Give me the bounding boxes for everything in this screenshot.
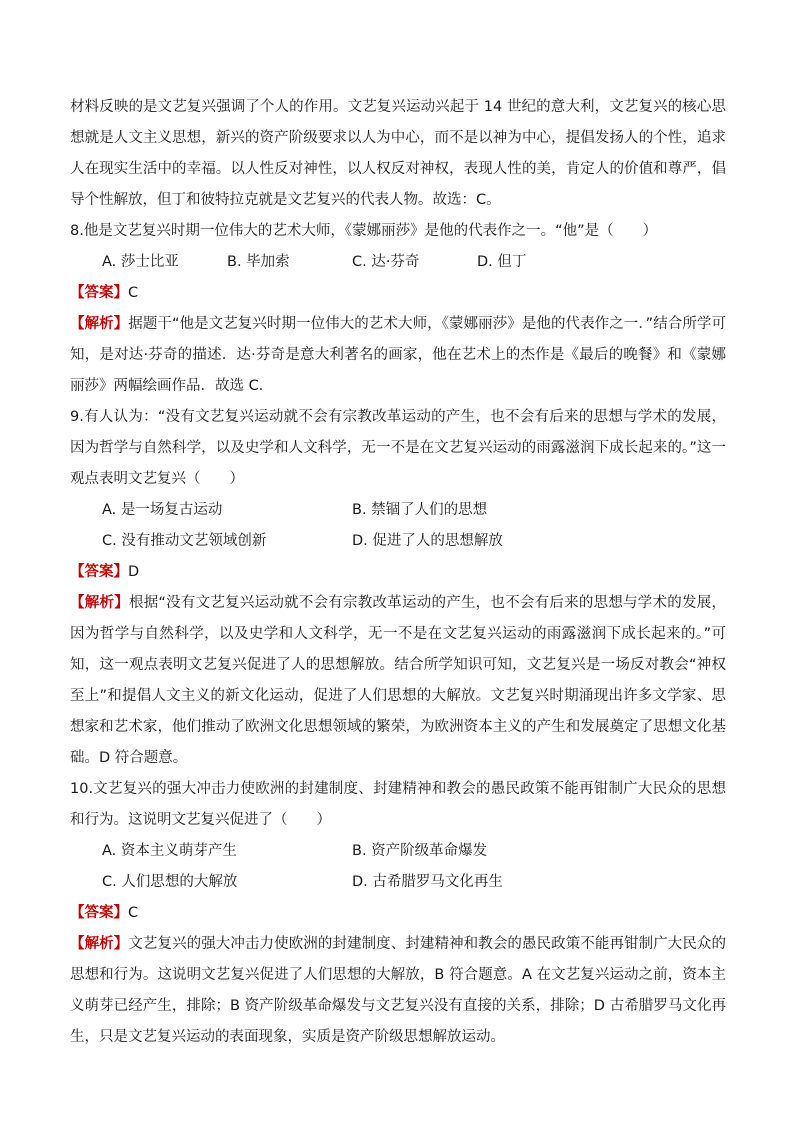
answer-value: D xyxy=(128,564,140,580)
option-c: C. 达·芬奇 xyxy=(352,254,420,270)
question-stem: 10.文艺复兴的强大冲击力使欧洲的封建制度、封建精神和教会的愚民政策不能再钳制广大民众的思想和行为。这说明文艺复兴促进了（ ） xyxy=(70,781,726,828)
option-b: B. 资产阶级革命爆发 xyxy=(352,843,488,859)
explanation xyxy=(70,309,726,402)
option-b: B. 毕加索 xyxy=(227,254,290,270)
answer-label: 【答案】 xyxy=(70,564,128,580)
explanation-label: 【解析】 xyxy=(70,316,129,332)
question-block-8 xyxy=(70,216,726,402)
answer-line xyxy=(70,557,726,588)
explanation-text: 文艺复兴的强大冲击力使欧洲的封建制度、封建精神和教会的愚民政策不能再钳制广大民众的思想和行为。这说明文艺复兴促进了人们思想的大解放，B 符合题意。A 在文艺复兴运动之前，资本主义萌芽已经产生，排除；B 资产阶级革命爆发与文艺复兴没有直接的关系，排除；D 古希腊罗马文化再生，只是文艺复兴运动的表面现象，实质是资产阶级思想解放运动。 xyxy=(70,936,727,1045)
answer-value: C xyxy=(128,285,139,301)
option-d: D. 促进了人的思想解放 xyxy=(352,533,503,549)
option-list xyxy=(70,836,726,898)
explanation-label: 【解析】 xyxy=(70,936,129,952)
question-stem: 9.有人认为：“没有文艺复兴运动就不会有宗教改革运动的产生，也不会有后来的思想与学术的发展，因为哲学与自然科学，以及史学和人文科学，无一不是在文艺复兴运动的雨露滋润下成长起来的。”这一观点表明文艺复兴（ ） xyxy=(70,409,726,487)
question-block-10 xyxy=(70,774,726,1053)
option-a: A. 资本主义萌芽产生 xyxy=(102,843,237,859)
explanation-text: 根据“没有文艺复兴运动就不会有宗教改革运动的产生，也不会有后来的思想与学术的发展，因为哲学与自然科学，以及史学和人文科学，无一不是在文艺复兴运动的雨露滋润下成长起来的。”可知，这一观点表明文艺复兴促进了人的思想解放。结合所学知识可知，文艺复兴是一场反对教会“神权至上”和提倡人文主义的新文化运动，促进了人们思想的大解放。文艺复兴时期涌现出许多文学家、思想家和艺术家，他们推动了欧洲文化思想领域的繁荣，为欧洲资本主义的产生和发展奠定了思想文化基础。D 符合题意。 xyxy=(70,595,726,766)
explanation-label: 【解析】 xyxy=(70,595,129,611)
option-a: A. 是一场复古运动 xyxy=(102,502,223,518)
explanation xyxy=(70,588,726,774)
option-c: C. 没有推动文艺领域创新 xyxy=(102,533,267,549)
option-a: A. 莎士比亚 xyxy=(102,254,179,270)
option-list xyxy=(70,495,726,557)
answer-label: 【答案】 xyxy=(70,285,128,301)
option-d: D. 古希腊罗马文化再生 xyxy=(352,874,503,890)
answer-label: 【答案】 xyxy=(70,905,128,921)
answer-line xyxy=(70,898,726,929)
option-d: D. 但丁 xyxy=(477,254,527,270)
explanation-text: 据题干“他是文艺复兴时期一位伟大的艺术大师，《蒙娜丽莎》是他的代表作之一．”结合所学可知，是对达·芬奇的描述．达·芬奇是意大利著名的画家，他在艺术上的杰作是《最后的晚餐》和《蒙娜丽莎》两幅绘画作品．故选 C． xyxy=(70,316,726,394)
question-block-9 xyxy=(70,402,726,774)
answer-value: C xyxy=(128,905,139,921)
explanation xyxy=(70,929,726,1053)
document-page xyxy=(70,92,726,1053)
option-c: C. 人们思想的大解放 xyxy=(102,874,238,890)
option-b: B. 禁锢了人们的思想 xyxy=(352,502,488,518)
answer-line xyxy=(70,278,726,309)
intro-paragraph: 材料反映的是文艺复兴强调了个人的作用。文艺复兴运动兴起于 14 世纪的意大利，文艺复兴的核心思想就是人文主义思想，新兴的资产阶级要求以人为中心，而不是以神为中心，提倡发扬人的个性，追求人在现实生活中的幸福。以人性反对神性，以人权反对神权，表现人性的美，肯定人的价值和尊严，倡导个性解放，但丁和彼特拉克就是文艺复兴的代表人物。故选：C。 xyxy=(70,99,726,208)
question-stem: 8.他是文艺复兴时期一位伟大的艺术大师，《蒙娜丽莎》是他的代表作之一。“他”是（ ） xyxy=(70,223,658,239)
option-list xyxy=(70,247,726,278)
